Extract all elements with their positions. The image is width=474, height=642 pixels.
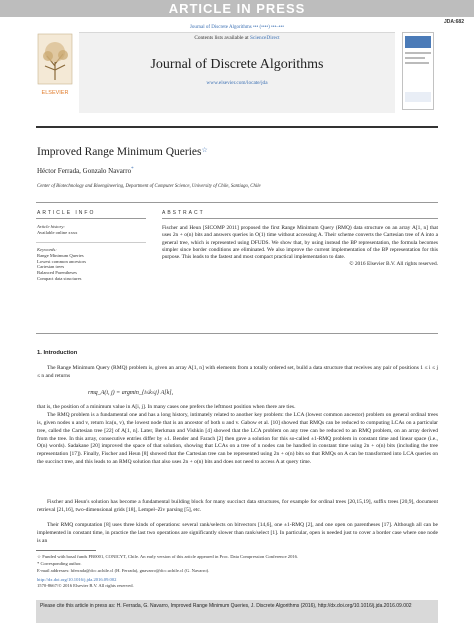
intro-paragraph-4: Fischer and Heun's solution has become a fundamental building block for many succinct data structures, for example for ordinal trees [20,15,19], suffix trees [20,9], document retrieval [21,16], two-dimensional grids [18], Lempel–Ziv parsing [5], etc.	[37, 499, 438, 513]
intro-paragraph-1: The Range Minimum Query (RMQ) problem is, given an array A[1, n] with elements from a totally ordered set, build a data structure that receives any pair of positions 1 ≤ i ≤ j ≤ n and returns	[37, 365, 438, 379]
header-rule	[36, 126, 438, 128]
homepage-line	[79, 80, 395, 86]
intro-paragraph-5: Their RMQ computation [8] uses three kinds of operations: several rank/selects on bitvectors [14,6], one ±1-RMQ [2], and one open on parentheses [17]. Although all can be implemented in constant time, in practice the last two operations are significantly slower than rank/select [1]. In particular, open is needed just to cover a border case where one node is an	[37, 522, 438, 544]
intro-paragraph-2: that is, the position of a minimum value in A[i, j]. In many cases one prefers the leftmost position when there are ties.	[37, 404, 296, 410]
contents-line	[79, 35, 395, 41]
article-title	[37, 146, 208, 158]
title-footnote-mark[interactable]: ☆	[201, 146, 208, 154]
history-label: Article history:	[37, 224, 65, 229]
info-col-rule	[36, 218, 146, 219]
intro-paragraph-3: The RMQ problem is a fundamental one and has a long history, intimately related to another key problem: the LCA (lowest common ancestor) problem on general ordinal trees is, given nodes u and v, return lca(u, v), the lowest node that is an ancestor of both u and v. Gabow et al. [10] showed that RMQs can be reduced to computing LCAs on a particular tree, called the Cartesian tree [22] of A[1, n]. Later, Berkman and Vishkin [4] showed that the LCA problem on any tree can be reduced to an RMQ problem, on an array derived from the tree. In this array, consecutive entries differ by ±1. Bender and Farach [2] then gave a solution for this so-called ±1-RMQ problem in constant time and linear space (i.e., O(n) words). Sadakane [20] improved the space of that solution, showing that LCAs on a tree of n nodes can be handled in constant time using 2n + o(n) bits (including the tree representation [17]). Finally, Fischer and Heun [8] showed that the Cartesian tree can be represented using 2n + o(n) bits so that RMQs on A can be transformed into LCA queries on the succinct tree, and this leads to an RMQ solution that also uses 2n + o(n) bits and does not need to access A at query time.	[37, 412, 438, 466]
footnote-funding: ☆ Funded with basal funds FB0001, CONICYT, Chile. An early version of this article appeared in Proc. Data Compression Conference 2016.	[37, 554, 299, 559]
banner-title: ARTICLE IN PRESS	[168, 1, 306, 16]
footnote-corresponding: * Corresponding author.	[37, 561, 82, 566]
authors-text: Héctor Ferrada, Gonzalo Navarro	[37, 167, 132, 175]
footnote-issn: 1570-8667/© 2016 Elsevier B.V. All rights reserved.	[37, 583, 134, 588]
contents-prefix: Contents lists available at	[194, 35, 250, 41]
affiliation: Center of Biotechnology and Bioengineering, Department of Computer Science, University of Chile, Santiago, Chile	[37, 184, 261, 189]
article-history	[37, 224, 77, 236]
keyword-item: Cartesian trees	[37, 264, 65, 270]
keywords-label: Keywords:	[37, 247, 57, 252]
author-list	[37, 167, 134, 175]
footnote-rule	[36, 550, 96, 551]
corresponding-author-mark[interactable]: *	[131, 167, 134, 172]
keyword-item: Range Minimum Queries	[37, 252, 84, 258]
journal-header-box	[79, 32, 395, 113]
history-rule	[36, 242, 146, 243]
article-in-press-banner	[0, 0, 474, 17]
abstract-copyright: © 2016 Elsevier B.V. All rights reserved.	[349, 261, 438, 268]
article-info-heading: ARTICLE INFO	[37, 210, 96, 216]
history-value: Available online xxxx	[37, 229, 78, 235]
doi-link[interactable]: http://dx.doi.org/10.1016/j.jda.2016.09.002	[37, 577, 117, 582]
abstract-bottom-rule	[36, 333, 438, 334]
keyword-item: Compact data structures	[37, 275, 82, 281]
keywords-block	[37, 247, 86, 282]
journal-code: JDA:682	[443, 19, 464, 25]
abstract-col-rule	[162, 218, 438, 219]
footnote-emails: E-mail addresses: hferrada@dcc.uchile.cl (H. Ferrada), gnavarro@dcc.uchile.cl (G. Navarro).	[37, 568, 210, 573]
keyword-item: Lowest common ancestors	[37, 258, 86, 264]
elsevier-tree-logo	[36, 32, 74, 100]
section-heading-introduction: 1. Introduction	[37, 350, 78, 356]
rmq-equation: rmq_A(i, j) = argmin_{i≤k≤j} A[k],	[88, 390, 174, 396]
abstract-heading: ABSTRACT	[162, 210, 205, 216]
citation-notice-box	[36, 600, 438, 623]
sciencedirect-link[interactable]: ScienceDirect	[249, 35, 280, 41]
abstract-body	[162, 225, 438, 269]
keyword-item: Balanced Parentheses	[37, 270, 77, 276]
journal-homepage-link[interactable]: www.elsevier.com/locate/jda	[206, 80, 268, 86]
title-text: Improved Range Minimum Queries	[37, 146, 202, 158]
abstract-text: Fischer and Heun [SICOMP 2011] proposed the first Range Minimum Query (RMQ) data structure on an array A[1, n] that uses 2n + o(n) bits and answers queries in O(1) time without accessing A. Their scheme converts the Cartesian tree of A into a general tree, which is represented using DFUDS. We show that, by using instead the BP representation, the formula becomes simpler since border conditions are eliminated. We also improve the current implementation of the BP representation for this purpose. This leads to the fastest and most compact practical implementation to date.	[162, 225, 438, 261]
citation-notice: Please cite this article in press as: H. Ferrada, G. Navarro, Improved Range Minimum Queries, J. Discrete Algorithms (2016), http://dx.doi.org/10.1016/j.jda.2016.09.002	[40, 603, 412, 609]
journal-title: Journal of Discrete Algorithms	[150, 57, 324, 72]
running-head[interactable]: Journal of Discrete Algorithms ••• (••••) •••–•••	[189, 25, 285, 30]
journal-cover-thumbnail	[402, 32, 434, 110]
publisher-name: ELSEVIER	[41, 90, 69, 96]
info-top-rule	[36, 202, 438, 203]
